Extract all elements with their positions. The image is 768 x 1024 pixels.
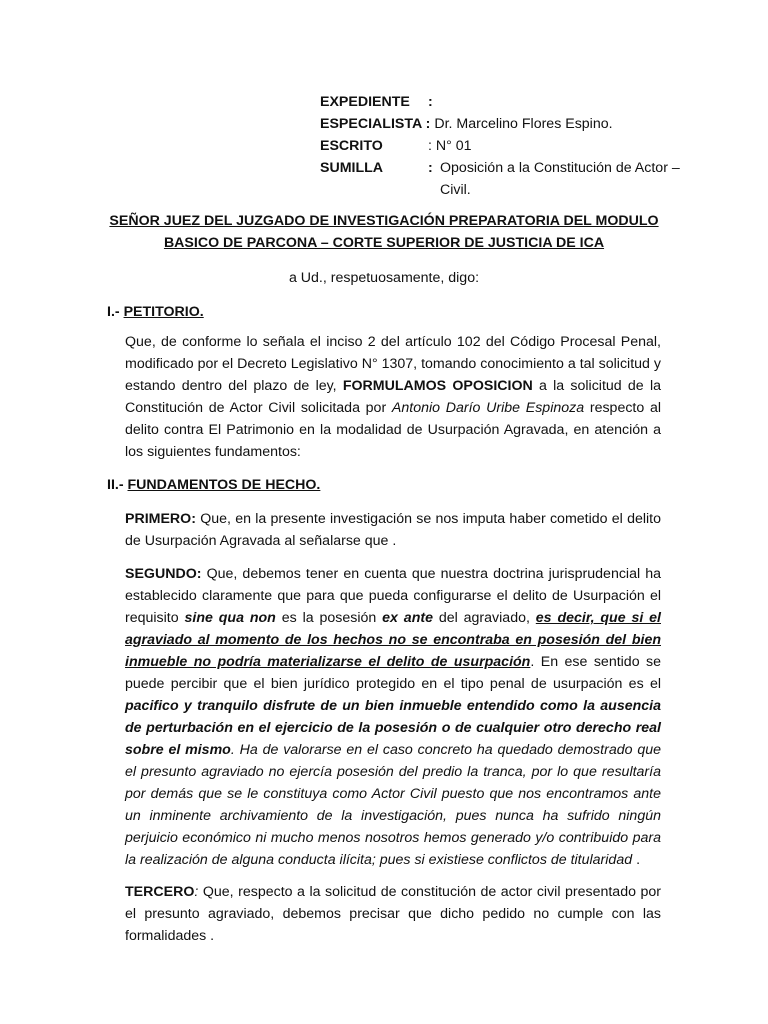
escrito-row — [320, 135, 740, 157]
escrito-label: ESCRITO — [320, 138, 383, 154]
petitorio-text-2: a la solicitud de la Constitución de Actor Civil solicitada por — [125, 378, 661, 416]
petitorio-prefix: I.- — [107, 304, 120, 320]
case-header — [320, 91, 740, 201]
sumilla-colon: : — [428, 160, 433, 176]
segundo-sine-qua-non: sine qua non — [184, 610, 276, 626]
sumilla-label: SUMILLA — [320, 160, 384, 176]
segundo-text-1: Que, debemos tener en cuenta que nuestra doctrina jurisprudencial ha establecido claramente que para que pueda configurarse el delito de Usurpación el requisito — [125, 566, 661, 626]
especialista-row — [320, 113, 740, 135]
primero-label: PRIMERO: — [125, 511, 196, 527]
expediente-value: : — [428, 94, 433, 110]
petitorio-paragraph — [125, 331, 661, 463]
segundo-italic: . Ha de valorarse en el caso concreto ha quedado demostrado que el presunto agraviado no ejercía posesión del predio la tranca, por lo que resultaría por demás que se le constituya como Actor Civil puesto que nos encontramos ante un inminente archivamiento de la investigación, pues nunca ha sufrido ningún perjuicio económico ni mucho menos nosotros hemos generado y/o contribuido para la realización de alguna conducta ilícita; pues si existiese conflictos de titularidad — [125, 742, 661, 868]
escrito-value: : N° 01 — [428, 138, 472, 154]
sumilla-value: Oposición a la Constitución de Actor – Civil. — [440, 160, 680, 198]
segundo-text-4: . En ese sentido se puede percibir que el bien jurídico protegido en el tipo penal de usurpación es el — [125, 654, 662, 692]
tercero-paragraph — [125, 881, 661, 947]
sumilla-row — [320, 157, 740, 201]
primero-text: Que, en la presente investigación se nos imputa haber cometido el delito de Usurpación Agravada al señalarse que . — [125, 511, 661, 549]
petitorio-text-1: Que, de conforme lo señala el inciso 2 del artículo 102 del Código Procesal Penal, modificado por el Decreto Legislativo N° 1307, tomando conocimiento a tal solicitud y estando dentro del plazo de ley, — [125, 334, 661, 394]
tercero-text: Que, respecto a la solicitud de constitución de actor civil presentado por el presunto agraviado, debemos precisar que dicho pedido no cumple con las formalidades . — [125, 884, 661, 944]
court-line-1: SEÑOR JUEZ DEL JUZGADO DE INVESTIGACIÓN PREPARATORIA DEL MODULO — [109, 213, 659, 229]
expediente-row — [320, 91, 740, 113]
petitorio-bold: FORMULAMOS OPOSICION — [342, 378, 533, 394]
especialista-label: ESPECIALISTA : — [320, 116, 431, 132]
especialista-value: Dr. Marcelino Flores Espino. — [434, 116, 613, 132]
petitorio-title: PETITORIO. — [123, 304, 204, 320]
fundamentos-prefix: II.- — [107, 477, 124, 493]
segundo-text-2: es la posesión — [281, 610, 377, 626]
segundo-text-3: del agraviado, — [438, 610, 530, 626]
court-line-2: BASICO DE PARCONA – CORTE SUPERIOR DE JUSTICIA DE ICA — [163, 235, 605, 251]
petitorio-text-3: respecto al delito contra El Patrimonio en la modalidad de Usurpación Agravada, en atención a los siguientes fundamentos: — [125, 400, 662, 460]
tercero-colon: : — [194, 884, 199, 900]
fundamentos-heading — [107, 474, 320, 496]
tercero-label: TERCERO — [125, 884, 195, 900]
greeting: a Ud., respetuosamente, digo: — [288, 270, 480, 286]
primero-paragraph — [125, 508, 661, 552]
segundo-bold-italic: pacifico y tranquilo disfrute de un bien inmueble entendido como la ausencia de perturbación en el ejercicio de la posesión o de cualquier otro derecho real sobre el mismo — [125, 698, 661, 758]
segundo-ex-ante: ex ante — [382, 610, 433, 626]
segundo-label: SEGUNDO: — [125, 566, 202, 582]
court-addressee — [108, 210, 660, 254]
petitorio-heading — [107, 301, 204, 323]
segundo-paragraph — [125, 563, 661, 871]
segundo-text-5: . — [636, 852, 641, 868]
petitorio-name: Antonio Darío Uribe Espinoza — [391, 400, 585, 416]
fundamentos-title: FUNDAMENTOS DE HECHO. — [127, 477, 321, 493]
segundo-underlined: es decir, que si el agraviado al momento de los hechos no se encontraba en posesión del bien inmueble no podría materializarse el delito de usurpación — [125, 610, 661, 670]
expediente-label: EXPEDIENTE — [320, 94, 410, 110]
